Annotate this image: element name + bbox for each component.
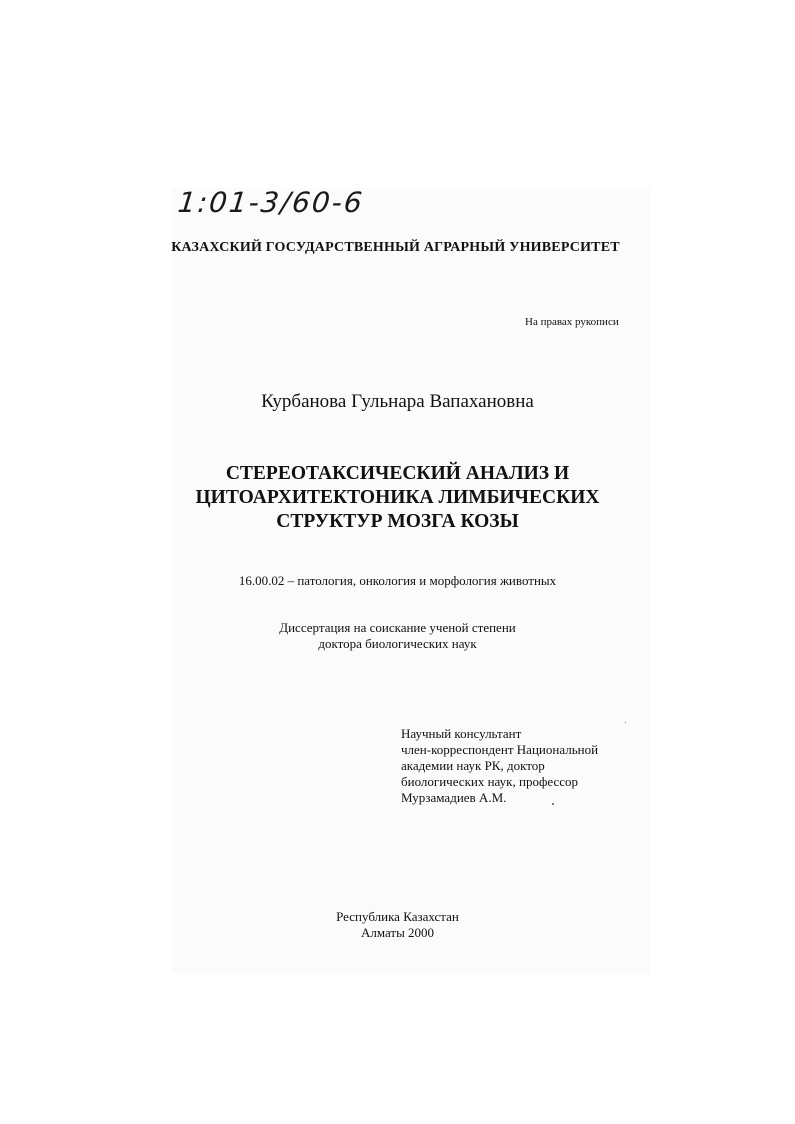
degree-line: доктора биологических наук (318, 636, 477, 651)
university-name (0, 240, 795, 256)
degree-line: Диссертация на соискание ученой степени (279, 620, 516, 635)
university-name-text: КАЗАХСКИЙ ГОСУДАРСТВЕННЫЙ АГРАРНЫЙ УНИВЕРСИТЕТ (171, 240, 620, 255)
author-name: Курбанова Гульнара Вапахановна (261, 391, 534, 412)
scan-speck (625, 722, 626, 723)
consultant-line: биологических наук, профессор (401, 774, 578, 789)
specialty-code: 16.00.02 – патология, онкология и морфология животных (238, 573, 557, 588)
manuscript-note: На правах рукописи (525, 316, 619, 328)
consultant-line: Научный консультант (401, 726, 522, 741)
title-line: ЦИТОАРХИТЕКТОНИКА ЛИМБИЧЕСКИХ (195, 487, 600, 508)
consultant-line: член-корреспондент Национальной (401, 742, 599, 757)
title-line: СТРУКТУР МОЗГА КОЗЫ (276, 511, 519, 532)
consultant-line: академии наук РК, доктор (401, 758, 545, 773)
title-line: СТЕРЕОТАКСИЧЕСКИЙ АНАЛИЗ И (225, 463, 570, 484)
consultant-line: Мурзамадиев А.М. (401, 790, 507, 805)
degree-statement (0, 620, 795, 652)
scan-speck (552, 803, 554, 805)
place-and-year (0, 909, 795, 941)
footer-line: Республика Казахстан (336, 909, 459, 924)
dissertation-title (0, 462, 795, 534)
handwritten-catalog-number: 1:01-3/60-6 (176, 186, 366, 219)
footer-line: Алматы 2000 (360, 925, 435, 940)
scientific-consultant (401, 726, 598, 806)
